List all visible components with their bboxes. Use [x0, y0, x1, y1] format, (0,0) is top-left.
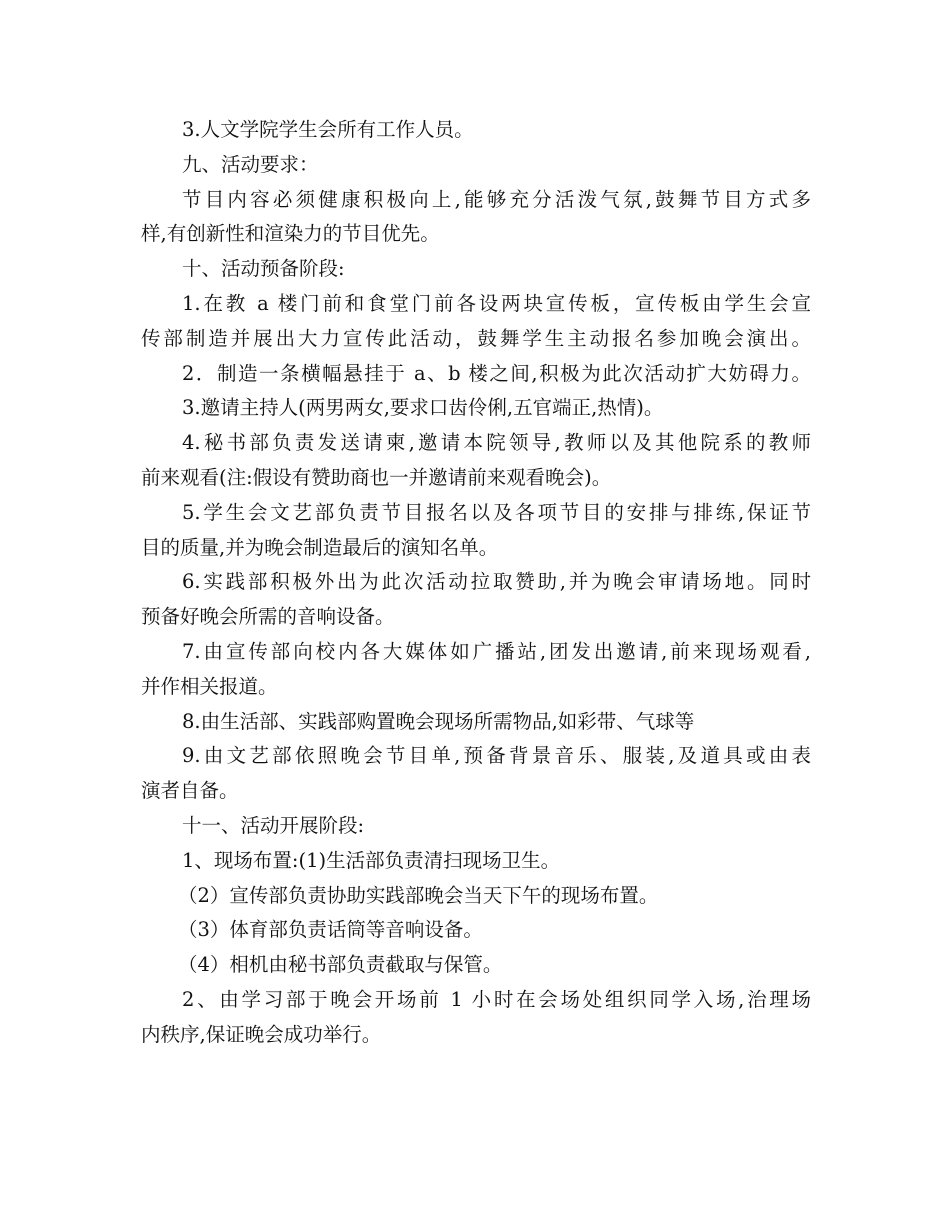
text-line: 3.人文学院学生会所有工作人员。	[182, 118, 474, 141]
paragraph-line: 传部制造并展出大力宣传此活动，鼓舞学生主动报名参加晚会演出。	[141, 326, 811, 350]
paragraph-line: 3.邀请主持人(两男两女,要求口齿伶俐,五官端正,热情)。	[182, 396, 664, 420]
paragraph-line: 预备好晚会所需的音响设备。	[141, 605, 395, 629]
paragraph-line: 9.由文艺部依照晚会节目单,预备背景音乐、服装,及道具或由表	[182, 744, 811, 768]
paragraph-line: （3）体育部负责话筒等音响设备。	[178, 918, 483, 942]
paragraph-line: 2．制造一条横幅悬挂于 a、b 楼之间,积极为此次活动扩大妨碍力。	[182, 361, 811, 385]
paragraph-line: 1、现场布置:(1)生活部负责清扫现场卫生。	[182, 848, 561, 872]
paragraph-line: 8.由生活部、实践部购置晚会现场所需物品,如彩带、气球等	[182, 709, 695, 733]
paragraph-line: 6.实践部积极外出为此次活动拉取赞助,并为晚会审请场地。同时	[182, 570, 811, 594]
paragraph-line: 前来观看(注:假设有赞助商也一并邀请前来观看晚会)。	[141, 465, 612, 489]
paragraph-line: 5.学生会文艺部负责节目报名以及各项节目的安排与排练,保证节	[182, 500, 811, 524]
paragraph-line: 内秩序,保证晚会成功举行。	[141, 1022, 382, 1046]
section-heading: 十、活动预备阶段:	[182, 257, 345, 281]
paragraph-line: 样,有创新性和渲染力的节目优先。	[141, 222, 440, 246]
section-heading: 九、活动要求：	[182, 152, 319, 176]
paragraph-line: 并作相关报道。	[141, 674, 278, 698]
paragraph-line: 目的质量,并为晚会制造最后的演知名单。	[141, 535, 499, 559]
section-heading: 十一、活动开展阶段:	[182, 813, 365, 837]
paragraph-line: 演者自备。	[141, 779, 239, 803]
paragraph-line: （2）宣传部负责协助实践部晚会当天下午的现场布置。	[178, 883, 659, 907]
paragraph-line: 2、由学习部于晚会开场前 1 小时在会场处组织同学入场,治理场	[182, 987, 811, 1011]
paragraph-line: 节目内容必须健康积极向上,能够充分活泼气氛,鼓舞节目方式多	[182, 187, 811, 211]
paragraph-line: 1.在教 a 楼门前和食堂门前各设两块宣传板，宣传板由学生会宣	[182, 291, 811, 315]
document-page	[141, 113, 811, 1053]
paragraph-line: （4）相机由秘书部负责截取与保管。	[178, 953, 503, 977]
paragraph-line: 7.由宣传部向校内各大媒体如广播站,团发出邀请,前来现场观看,	[182, 639, 811, 663]
paragraph-line: 4.秘书部负责发送请柬,邀请本院领导,教师以及其他院系的教师	[182, 431, 811, 455]
